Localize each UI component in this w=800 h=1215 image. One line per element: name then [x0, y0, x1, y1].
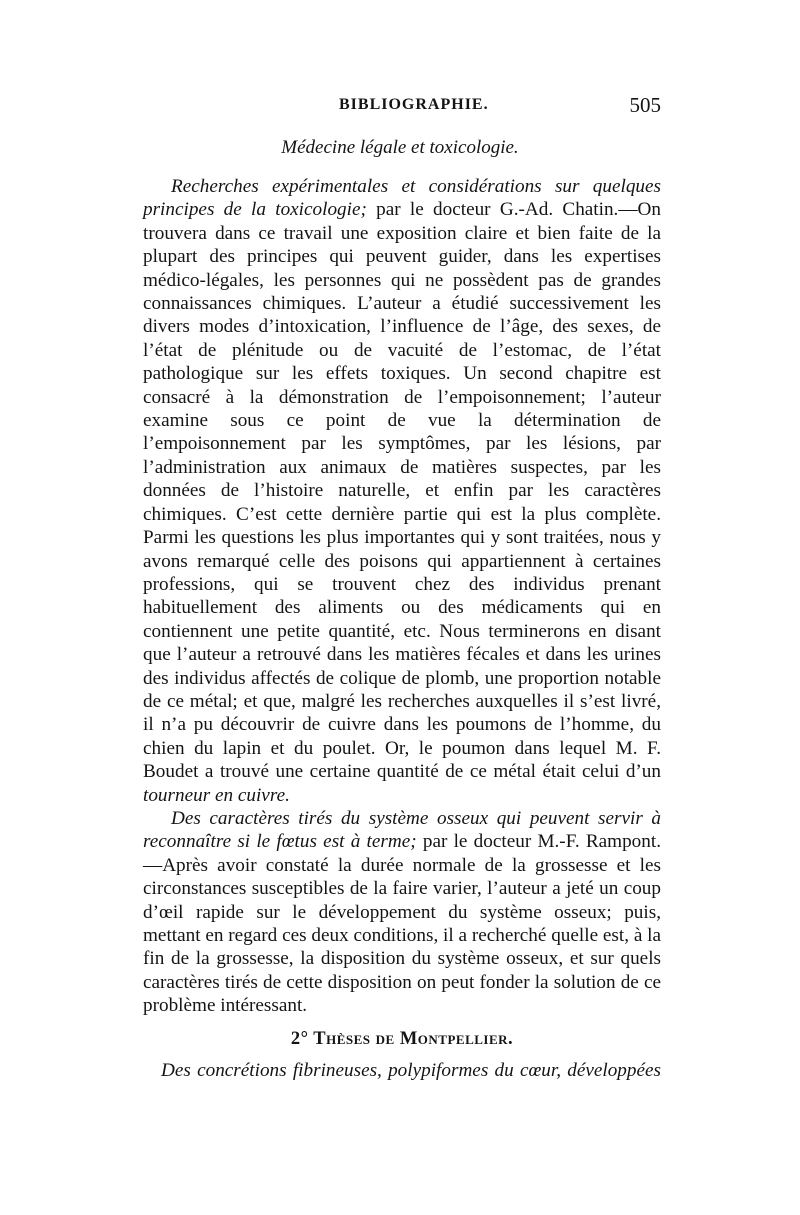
entry-text: par le docteur G.-Ad. Chatin.—On trouvera dans ce travail une exposition claire et bien faite de la plupart des principes qui peuvent guider, dans les expertises médico-légales, les personnes qui ne possèdent pas de grandes connaissances chimiques. L’auteur a étudié successivement les divers modes d’intoxication, l’influence de l’âge, des sexes, de l’état de plénitude ou de vacuité de l’estomac, de l’état pathologique sur les effets toxiques. Un second chapitre est consacré à la démonstration de l’empoisonnement; l’auteur examine sous ce point de vue la détermination de l’empoisonnement par les symptômes, par les lésions, par l’administration aux animaux de matières suspectes, par les données de l’histoire naturelle, et enfin par les caractères chimiques. C’est cette dernière partie qui est la plus complète. Parmi les questions les plus importantes qui y sont traitées, nous y avons remarqué celle des poisons qui appartiennent à certaines professions, qui se trouvent chez des individus prenant habituellement des aliments ou des médicaments qui en contiennent une petite quantité, etc. Nous terminerons en disant que l’auteur a retrouvé dans les matières fécales et dans les urines des individus affectés de colique de plomb, une proportion notable de ce métal; et que, malgré les recherches auxquelles il s’est livré, il n’a pu découvrir de cuivre dans les poumons de l’homme, du chien du lapin et du poulet. Or, le poumon dans lequel M. F. Boudet a trouvé une certaine quantité de ce métal était celui d’un — [143, 199, 661, 783]
entry-title: Recherches expérimentales et considérations sur quelques principes de la toxicologie; — [143, 176, 661, 221]
page-number: 505 — [629, 93, 661, 117]
running-head: BIBLIOGRAPHIE. — [339, 96, 489, 113]
section-title: Médecine légale et toxicologie. — [281, 137, 519, 158]
entry-title: Des caractères tirés du système osseux qui peuvent servir à reconnaître si le fœtus est à terme; — [143, 807, 661, 853]
entry-text: par le docteur M.-F. Rampont. —Après avoir constaté la durée normale de la grossesse et les circonstances susceptibles de la faire varier, l’auteur a jeté un coup d’œil rapide sur le développement du système osseux; puis, mettant en regard ces deux conditions, il a recherché quelle est, à la fin de la grossesse, la disposition du système osseux, et sur quels caractères tirés de cette disposition on peut fonder la solution de ce problème intéressant. — [143, 831, 661, 1017]
page-header — [143, 93, 661, 120]
final-line: Des concrétions fibrineuses, polypiformes du cœur, développées — [161, 1060, 661, 1082]
entry-tail: tourneur en cuivre. — [143, 784, 290, 806]
entry-rampont — [143, 807, 661, 1018]
subheading: 2° Thèses de Montpellier. — [290, 1028, 514, 1049]
entry-chatin — [143, 175, 661, 807]
page-body — [143, 175, 661, 1082]
